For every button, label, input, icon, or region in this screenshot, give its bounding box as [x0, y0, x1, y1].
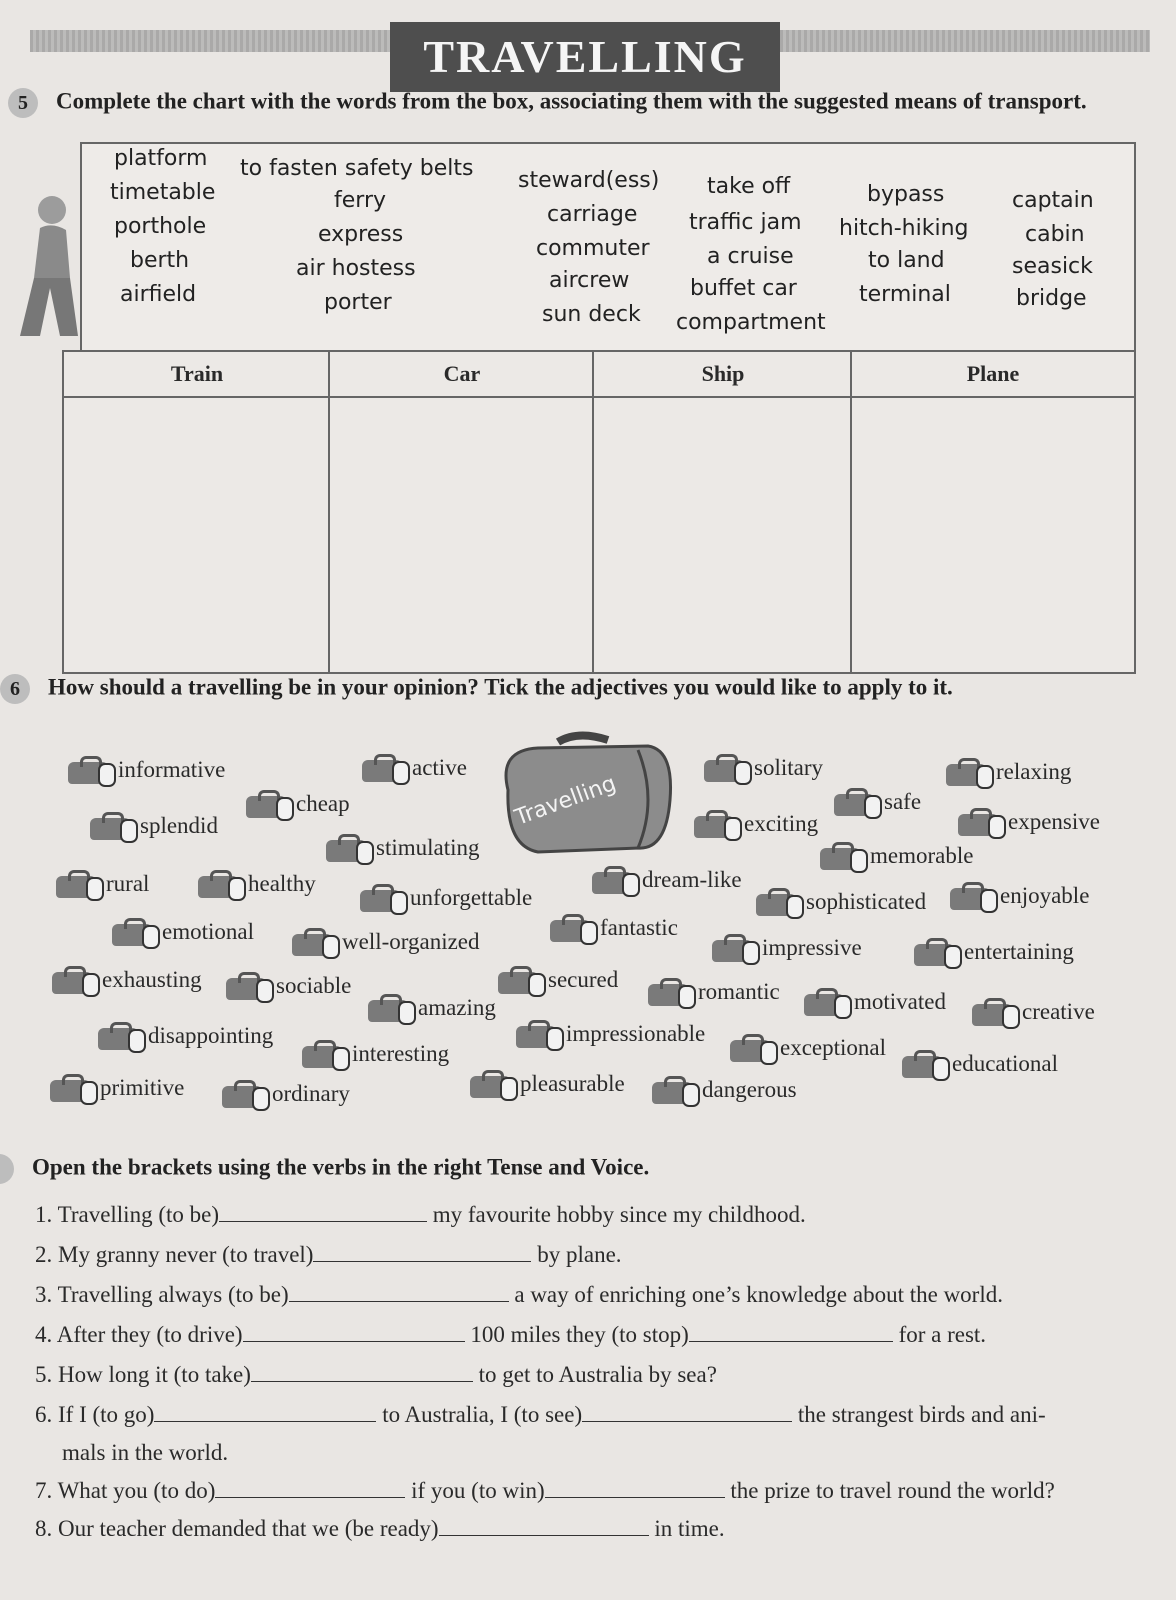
sentence-3: [35, 1282, 1003, 1308]
adjective-label: expensive: [1008, 809, 1100, 834]
adjective-option[interactable]: [902, 1050, 1058, 1078]
bag-checkbox-icon[interactable]: [360, 884, 406, 912]
bag-checkbox-icon[interactable]: [498, 966, 544, 994]
ex5-number: 5: [8, 88, 38, 118]
ex6-instruction: How should a travelling be in your opinion? Tick the adjectives you would like to apply to it.: [48, 674, 953, 700]
word: berth: [130, 248, 190, 273]
chart-header-train: Train: [64, 352, 330, 398]
sentence-2: [35, 1242, 622, 1268]
bag-checkbox-icon[interactable]: [730, 1034, 776, 1062]
word: platform: [114, 146, 208, 171]
adjective-option[interactable]: [68, 756, 225, 784]
bag-checkbox-icon[interactable]: [326, 834, 372, 862]
adjective-label: sophisticated: [806, 889, 927, 914]
adjective-label: sociable: [276, 973, 352, 998]
chart-header-ship: Ship: [594, 352, 852, 398]
sentence-7: [35, 1478, 1055, 1504]
adjective-option[interactable]: [292, 928, 480, 956]
answer-blank[interactable]: [243, 1323, 465, 1342]
bag-checkbox-icon[interactable]: [470, 1070, 516, 1098]
answer-blank[interactable]: [219, 1203, 427, 1222]
word: bridge: [1016, 286, 1087, 311]
bag-checkbox-icon[interactable]: [712, 934, 758, 962]
adjective-option[interactable]: [756, 888, 926, 916]
adjective-label: impressionable: [566, 1021, 706, 1046]
bag-checkbox-icon[interactable]: [914, 938, 960, 966]
adjective-option[interactable]: [648, 978, 780, 1006]
answer-blank[interactable]: [154, 1403, 376, 1422]
adjective-label: relaxing: [996, 759, 1072, 784]
adjective-option[interactable]: [90, 812, 218, 840]
adjective-label: informative: [118, 757, 226, 782]
sentence-text: a way of enriching one’s knowledge about the world.: [514, 1282, 1003, 1307]
sentence-text: by plane.: [537, 1242, 622, 1267]
sentence-text: my favourite hobby since my childhood.: [432, 1202, 806, 1227]
sentence-text: if you (to win): [411, 1478, 545, 1503]
bag-checkbox-icon[interactable]: [950, 882, 996, 910]
ex7-number-badge: [0, 1154, 14, 1184]
adjective-label: solitary: [754, 755, 823, 780]
adjective-option[interactable]: [712, 934, 862, 962]
sentence-6: [35, 1402, 1046, 1428]
bag-checkbox-icon[interactable]: [756, 888, 802, 916]
adjective-option[interactable]: [704, 754, 823, 782]
traveller-illustration: [10, 188, 80, 338]
chart-divider: [328, 352, 330, 672]
word: airfield: [120, 282, 197, 307]
ex5-instruction: Complete the chart with the words from the box, associating them with the suggested means of transport.: [56, 88, 1087, 114]
adjective-option[interactable]: [946, 758, 1071, 786]
word: commuter: [536, 236, 650, 261]
sentence-text: to get to Australia by sea?: [478, 1362, 717, 1387]
word: compartment: [676, 310, 826, 335]
bag-checkbox-icon[interactable]: [652, 1076, 698, 1104]
answer-blank[interactable]: [439, 1517, 649, 1536]
bag-checkbox-icon[interactable]: [946, 758, 992, 786]
sentence-text: 4. After they (to drive): [35, 1322, 243, 1347]
answer-blank[interactable]: [582, 1403, 792, 1422]
adjective-label: fantastic: [600, 915, 678, 940]
adjective-label: motivated: [854, 989, 946, 1014]
bag-checkbox-icon[interactable]: [694, 810, 740, 838]
bag-checkbox-icon[interactable]: [820, 842, 866, 870]
sentence-5: [35, 1362, 717, 1388]
bag-checkbox-icon[interactable]: [112, 918, 158, 946]
ex7-instruction: Open the brackets using the verbs in the right Tense and Voice.: [32, 1154, 650, 1180]
word: cabin: [1025, 222, 1085, 247]
sentence-text: 2. My granny never (to travel): [35, 1242, 314, 1267]
ex7-heading: [0, 1154, 649, 1184]
adjective-option[interactable]: [834, 788, 921, 816]
bag-checkbox-icon[interactable]: [68, 756, 114, 784]
adjective-option[interactable]: [958, 808, 1100, 836]
word: buffet car: [690, 276, 797, 301]
word: hitch-hiking: [839, 216, 969, 241]
bag-checkbox-icon[interactable]: [98, 1022, 144, 1050]
bag-checkbox-icon[interactable]: [90, 812, 136, 840]
adjective-option[interactable]: [326, 834, 480, 862]
word: ferry: [334, 188, 387, 213]
chart-divider: [850, 352, 852, 672]
adjective-label: primitive: [100, 1075, 185, 1100]
bag-checkbox-icon[interactable]: [958, 808, 1004, 836]
answer-blank[interactable]: [251, 1363, 473, 1382]
adjective-option[interactable]: [50, 1074, 184, 1102]
adjective-option[interactable]: [592, 866, 742, 894]
sentence-6-continued: mals in the world.: [62, 1440, 229, 1465]
adjective-label: rural: [106, 871, 150, 896]
sentence-text: 5. How long it (to take): [35, 1362, 251, 1387]
sentence-4: [35, 1322, 986, 1348]
bag-checkbox-icon[interactable]: [362, 754, 408, 782]
adjective-label: stimulating: [376, 835, 480, 860]
adjective-label: creative: [1022, 999, 1095, 1024]
adjective-option[interactable]: [226, 972, 351, 1000]
word: steward(ess): [518, 168, 660, 193]
adjective-option[interactable]: [652, 1076, 797, 1104]
word-box: [80, 142, 1136, 352]
ex5-heading: [8, 88, 1087, 118]
word: carriage: [547, 202, 638, 227]
word: to land: [868, 248, 945, 273]
chart-header-plane: Plane: [852, 352, 1134, 398]
word: express: [318, 222, 404, 247]
adjective-option[interactable]: [914, 938, 1074, 966]
bag-checkbox-icon[interactable]: [834, 788, 880, 816]
answer-blank[interactable]: [313, 1243, 531, 1262]
adjective-option[interactable]: [302, 1040, 449, 1068]
word: sun deck: [542, 302, 641, 327]
bag-checkbox-icon[interactable]: [648, 978, 694, 1006]
word: captain: [1012, 188, 1094, 213]
adjective-option[interactable]: [246, 790, 350, 818]
adjective-label: secured: [548, 967, 619, 992]
adjective-label: exciting: [744, 811, 819, 836]
bag-checkbox-icon[interactable]: [52, 966, 98, 994]
bag-checkbox-icon[interactable]: [550, 914, 596, 942]
sentence-text: 8. Our teacher demanded that we (be ready): [35, 1516, 439, 1541]
adjective-label: amazing: [418, 995, 496, 1020]
travel-bag-illustration: [498, 730, 678, 860]
adjective-option[interactable]: [804, 988, 946, 1016]
adjective-option[interactable]: [470, 1070, 625, 1098]
adjective-option[interactable]: [362, 754, 467, 782]
adjective-label: memorable: [870, 843, 974, 868]
adjective-label: disappointing: [148, 1023, 274, 1048]
bag-checkbox-icon[interactable]: [902, 1050, 948, 1078]
adjective-label: pleasurable: [520, 1071, 625, 1096]
adjective-option[interactable]: [498, 966, 618, 994]
adjective-label: active: [412, 755, 467, 780]
adjective-label: splendid: [140, 813, 218, 838]
sentence-text: the strangest birds and ani-: [797, 1402, 1046, 1427]
bag-checkbox-icon[interactable]: [592, 866, 638, 894]
adjective-option[interactable]: [972, 998, 1095, 1026]
answer-blank[interactable]: [545, 1479, 725, 1498]
transport-chart: [62, 350, 1136, 674]
adjective-label: entertaining: [964, 939, 1074, 964]
sentence-1: [35, 1202, 806, 1228]
ex6-number: 6: [0, 674, 30, 704]
adjective-option[interactable]: [198, 870, 316, 898]
adjective-label: safe: [884, 789, 922, 814]
sentence-text: 100 miles they (to stop): [470, 1322, 689, 1347]
adjective-label: exceptional: [780, 1035, 887, 1060]
adjective-option[interactable]: [516, 1020, 705, 1048]
bag-checkbox-icon[interactable]: [972, 998, 1018, 1026]
word: terminal: [859, 282, 951, 307]
bag-checkbox-icon[interactable]: [302, 1040, 348, 1068]
sentence-text: 6. If I (to go): [35, 1402, 155, 1427]
adjective-label: enjoyable: [1000, 883, 1090, 908]
adjective-label: educational: [952, 1051, 1059, 1076]
bag-checkbox-icon[interactable]: [292, 928, 338, 956]
bag-checkbox-icon[interactable]: [226, 972, 272, 1000]
answer-blank[interactable]: [289, 1283, 509, 1302]
sentence-text: in time.: [654, 1516, 725, 1541]
adjective-option[interactable]: [730, 1034, 886, 1062]
word: bypass: [867, 182, 945, 207]
bag-checkbox-icon[interactable]: [222, 1080, 268, 1108]
bag-checkbox-icon[interactable]: [198, 870, 244, 898]
adjective-option[interactable]: [368, 994, 496, 1022]
bag-checkbox-icon[interactable]: [704, 754, 750, 782]
word: air hostess: [296, 256, 416, 281]
adjective-option[interactable]: [112, 918, 254, 946]
sentence-text: 1. Travelling (to be): [35, 1202, 219, 1227]
page-title: TRAVELLING: [390, 22, 780, 92]
word: to fasten safety belts: [240, 156, 474, 181]
adjective-label: interesting: [352, 1041, 450, 1066]
answer-blank[interactable]: [689, 1323, 893, 1342]
word: take off: [707, 174, 791, 199]
adjective-option[interactable]: [52, 966, 202, 994]
adjective-label: exhausting: [102, 967, 202, 992]
adjective-label: romantic: [698, 979, 780, 1004]
sentence-text: for a rest.: [898, 1322, 987, 1347]
adjective-label: impressive: [762, 935, 862, 960]
adjective-label: emotional: [162, 919, 254, 944]
answer-blank[interactable]: [215, 1479, 405, 1498]
adjective-option[interactable]: [950, 882, 1089, 910]
word: porthole: [114, 214, 207, 239]
word: aircrew: [549, 268, 630, 293]
word: a cruise: [707, 244, 794, 269]
adjective-option[interactable]: [360, 884, 532, 912]
word: seasick: [1012, 254, 1093, 279]
adjective-label: cheap: [296, 791, 350, 816]
chart-divider: [592, 352, 594, 672]
adjective-label: unforgettable: [410, 885, 533, 910]
bag-checkbox-icon[interactable]: [246, 790, 292, 818]
bag-label: Travelling: [511, 771, 620, 831]
adjective-option[interactable]: [56, 870, 149, 898]
chart-header-car: Car: [330, 352, 594, 398]
word: porter: [324, 290, 392, 315]
sentence-8: [35, 1516, 725, 1542]
adjective-label: ordinary: [272, 1081, 350, 1106]
adjective-label: healthy: [248, 871, 316, 896]
adjective-option[interactable]: [550, 914, 678, 942]
adjective-option[interactable]: [820, 842, 973, 870]
adjective-label: well-organized: [342, 929, 480, 954]
adjective-option[interactable]: [222, 1080, 350, 1108]
bag-checkbox-icon[interactable]: [368, 994, 414, 1022]
ex6-heading: [0, 674, 953, 704]
word: timetable: [110, 180, 216, 205]
bag-checkbox-icon[interactable]: [50, 1074, 96, 1102]
sentence-text: 3. Travelling always (to be): [35, 1282, 289, 1307]
adjective-option[interactable]: [694, 810, 818, 838]
sentence-text: 7. What you (to do): [35, 1478, 216, 1503]
bag-checkbox-icon[interactable]: [56, 870, 102, 898]
bag-checkbox-icon[interactable]: [804, 988, 850, 1016]
adjective-label: dream-like: [642, 867, 742, 892]
bag-checkbox-icon[interactable]: [516, 1020, 562, 1048]
sentence-text: to Australia, I (to see): [382, 1402, 583, 1427]
adjective-label: dangerous: [702, 1077, 797, 1102]
sentence-text: the prize to travel round the world?: [730, 1478, 1055, 1503]
adjective-option[interactable]: [98, 1022, 273, 1050]
word: traffic jam: [689, 210, 802, 235]
